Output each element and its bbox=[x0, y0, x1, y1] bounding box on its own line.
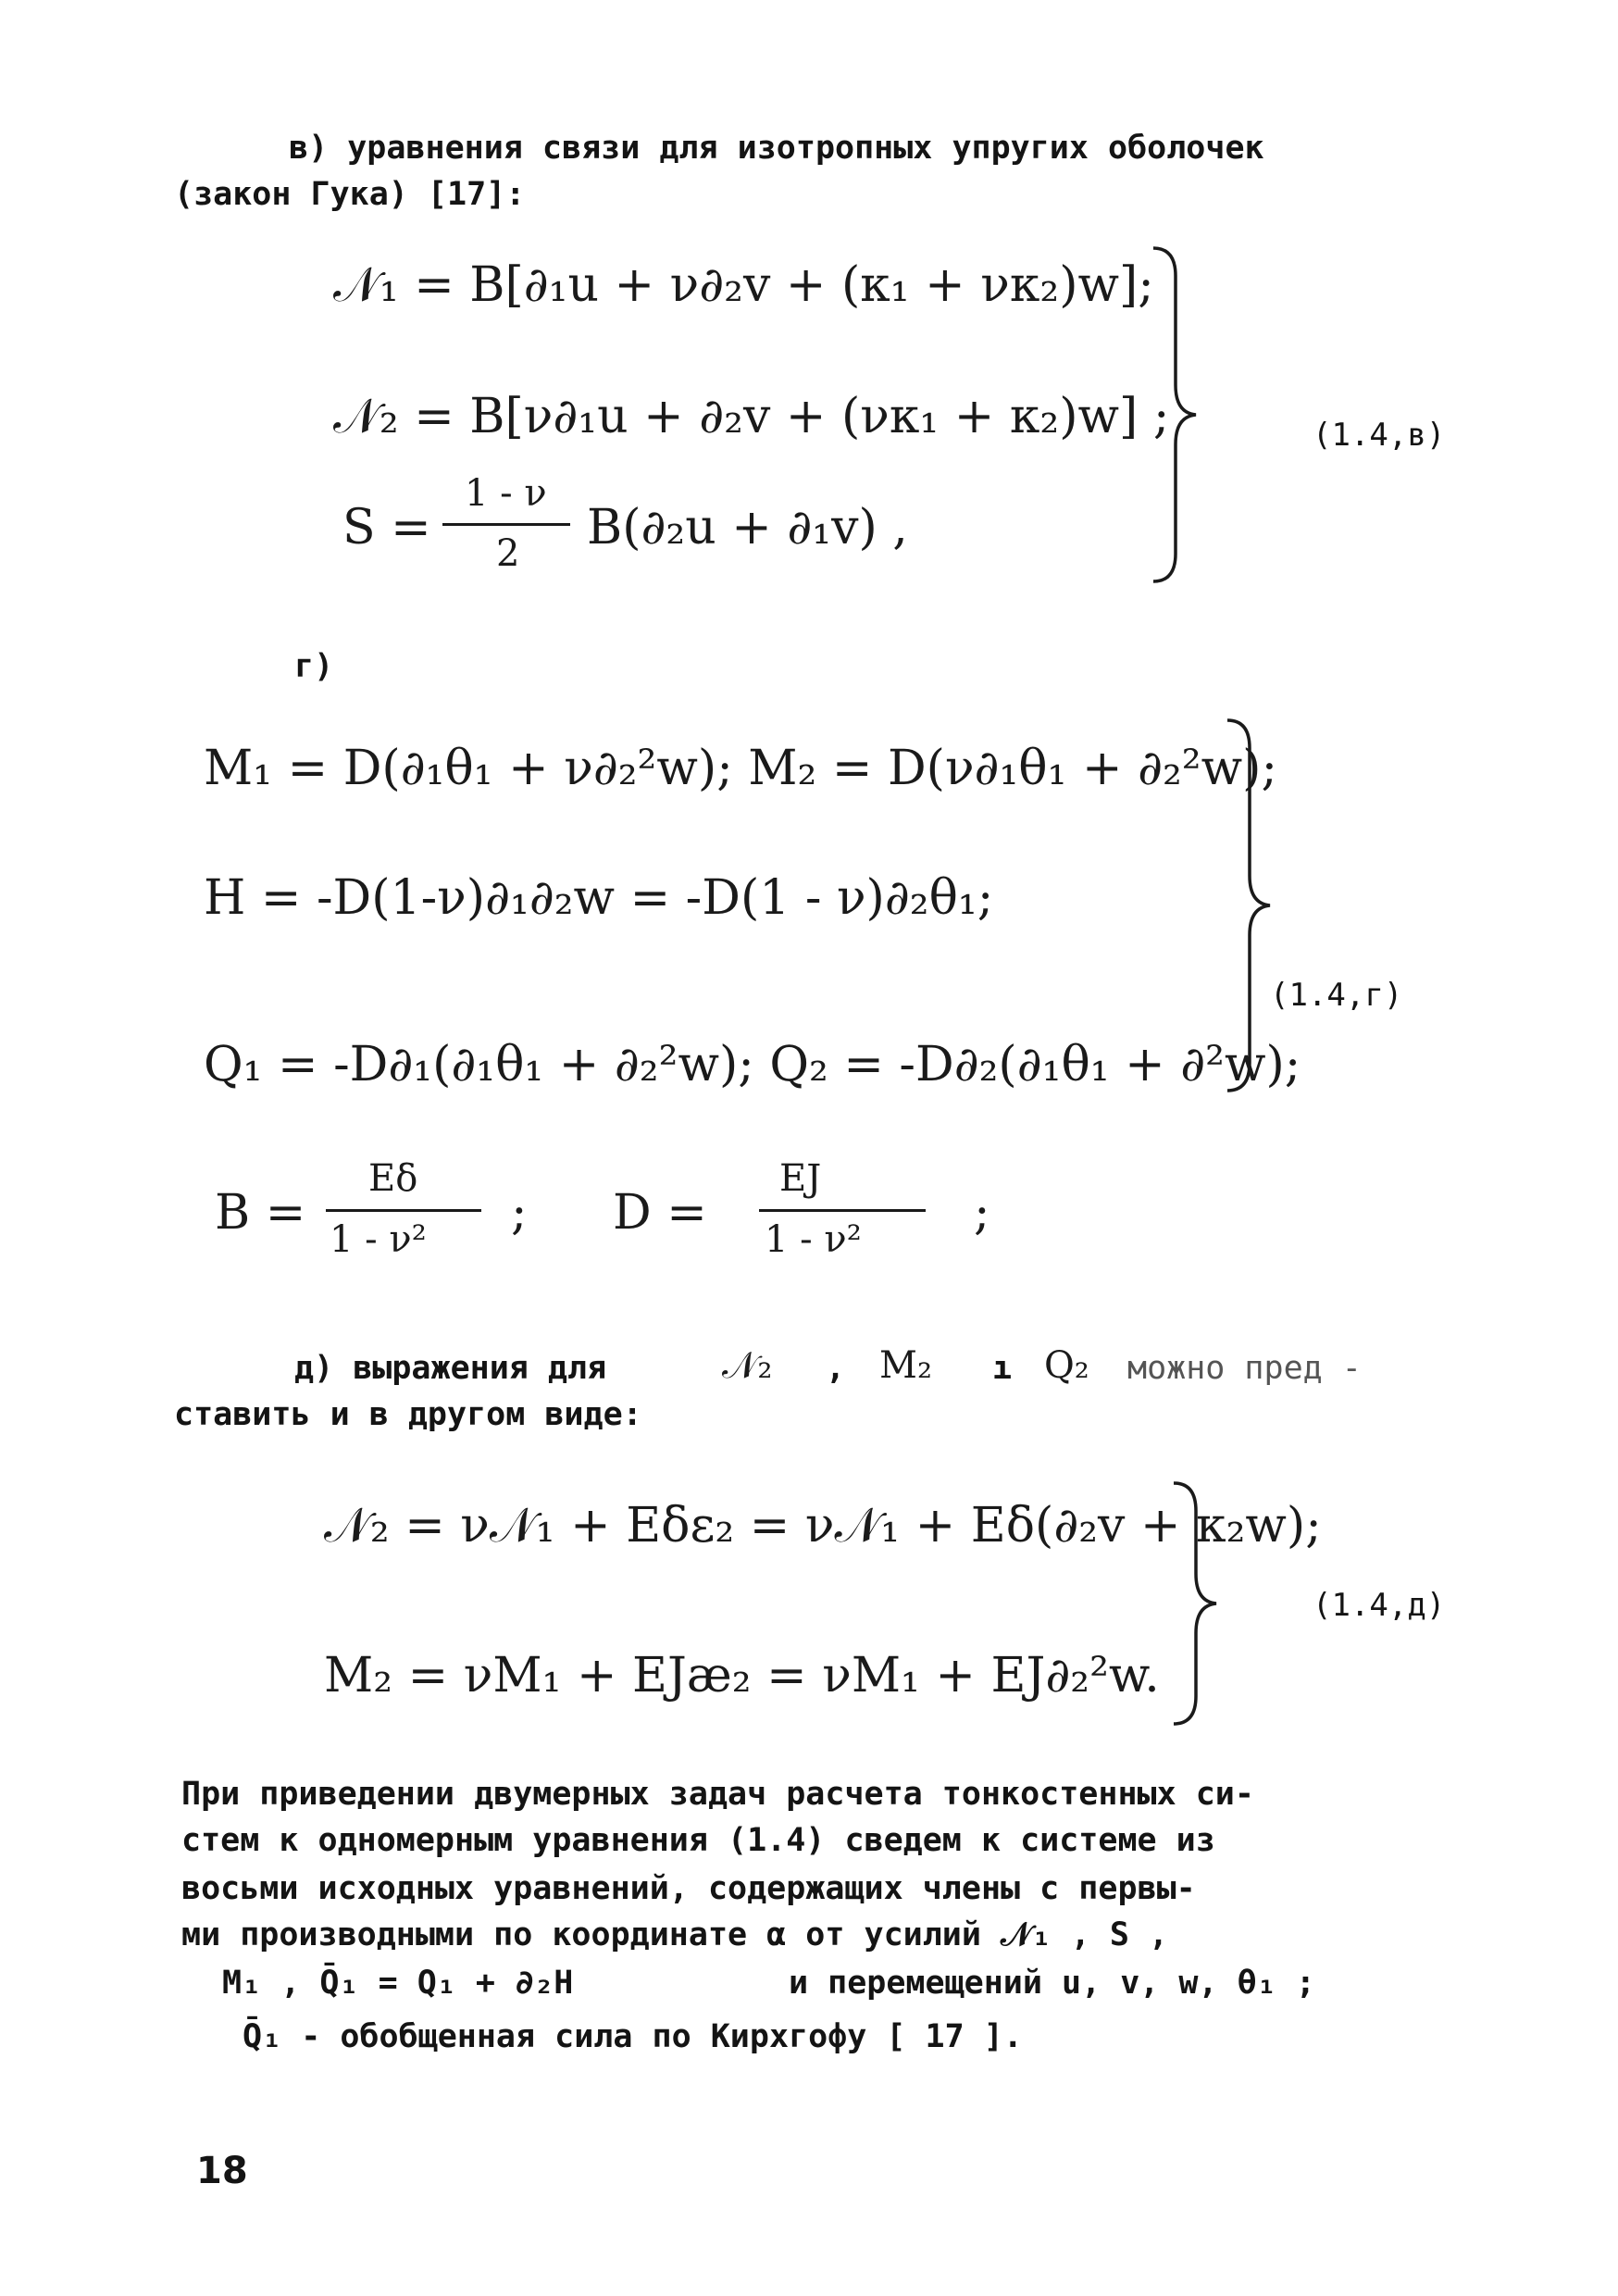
paragraph-line1: При приведении двумерных задач расчета тонкостенных си- bbox=[181, 1776, 1254, 1813]
equation-h: H = -D(1-ν)∂₁∂₂w = -D(1 - ν)∂₂θ₁; bbox=[204, 870, 994, 926]
section-d-line2: ставить и в другом виде: bbox=[174, 1396, 642, 1433]
equation-s-fraction-bar bbox=[442, 523, 570, 526]
brace-1-4-v bbox=[1148, 239, 1222, 591]
d-numerator: EJ bbox=[779, 1157, 822, 1200]
paragraph-line5-formula: M₁ , Q̄₁ = Q₁ + ∂₂H bbox=[222, 1965, 574, 2002]
equation-m1-m2: M₁ = D(∂₁θ₁ + ν∂₂²w); M₂ = D(ν∂₁θ₁ + ∂₂²w); bbox=[204, 741, 1277, 796]
d-left: D = bbox=[613, 1185, 707, 1241]
paragraph-line6: Q̄₁ - обобщенная сила по Кирхгофу [ 17 ]. bbox=[243, 2018, 1023, 2055]
brace-1-4-d bbox=[1168, 1474, 1242, 1733]
section-d-separator: ı bbox=[992, 1350, 1013, 1387]
section-g-heading: г) bbox=[294, 648, 334, 685]
b-separator: ; bbox=[511, 1185, 528, 1241]
b-denominator: 1 - ν² bbox=[330, 1218, 427, 1261]
paragraph-line3: восьми исходных уравнений, содержащих члены с первы- bbox=[181, 1870, 1196, 1907]
equation-m2-alt: M₂ = νM₁ + EJæ₂ = νM₁ + EJ∂₂²w. bbox=[324, 1648, 1160, 1703]
equation-label-1-4-d: (1.4,д) bbox=[1313, 1587, 1446, 1624]
section-v-line1: в) уравнения связи для изотропных упругих оболочек bbox=[289, 130, 1264, 167]
section-d-symbol-n2: 𝒩₂ bbox=[722, 1344, 773, 1387]
section-d-symbol-q2: Q₂ bbox=[1044, 1344, 1089, 1387]
equation-s-left: S = bbox=[342, 500, 431, 555]
brace-1-4-g bbox=[1222, 711, 1296, 1100]
section-d-line1-text-a: д) выражения для bbox=[294, 1350, 607, 1387]
equation-n2-alt: 𝒩₂ = ν𝒩₁ + Eδε₂ = ν𝒩₁ + Eδ(∂₂v + κ₂w); bbox=[324, 1498, 1322, 1554]
d-denominator: 1 - ν² bbox=[765, 1218, 862, 1261]
paragraph-line4: ми производными по координате α от усилий 𝒩₁ , S , bbox=[181, 1916, 1169, 1953]
equation-s-denominator: 2 bbox=[496, 532, 520, 575]
d-separator: ; bbox=[974, 1185, 990, 1241]
paragraph-line2: стем к одномерным уравнения (1.4) сведем к системе из bbox=[181, 1822, 1215, 1859]
page-number: 18 bbox=[196, 2150, 248, 2192]
equation-n2: 𝒩₂ = B[ν∂₁u + ∂₂v + (νκ₁ + κ₂)w] ; bbox=[333, 389, 1170, 444]
equation-s-right: B(∂₂u + ∂₁v) , bbox=[587, 500, 908, 555]
b-numerator: Eδ bbox=[368, 1157, 418, 1200]
section-v-line2: (закон Гука) [17]: bbox=[174, 176, 526, 213]
equation-label-1-4-v: (1.4,в) bbox=[1313, 417, 1446, 454]
equation-n1: 𝒩₁ = B[∂₁u + ν∂₂v + (κ₁ + νκ₂)w]; bbox=[333, 257, 1154, 313]
d-fraction-bar bbox=[759, 1209, 926, 1212]
equation-label-1-4-g: (1.4,г) bbox=[1270, 977, 1403, 1014]
equation-q1-q2: Q₁ = -D∂₁(∂₁θ₁ + ∂₂²w); Q₂ = -D∂₂(∂₁θ₁ + ∂²w); bbox=[204, 1037, 1301, 1092]
section-d-symbol-m2: M₂ bbox=[879, 1344, 932, 1387]
b-fraction-bar bbox=[326, 1209, 481, 1212]
equation-s-numerator: 1 - ν bbox=[465, 472, 547, 515]
paragraph-line5-text: и перемещений u, v, w, θ₁ ; bbox=[789, 1965, 1315, 2002]
section-d-comma: , bbox=[826, 1350, 846, 1387]
b-left: B = bbox=[215, 1185, 306, 1241]
section-d-line1-text-b: можно пред - bbox=[1127, 1350, 1362, 1387]
